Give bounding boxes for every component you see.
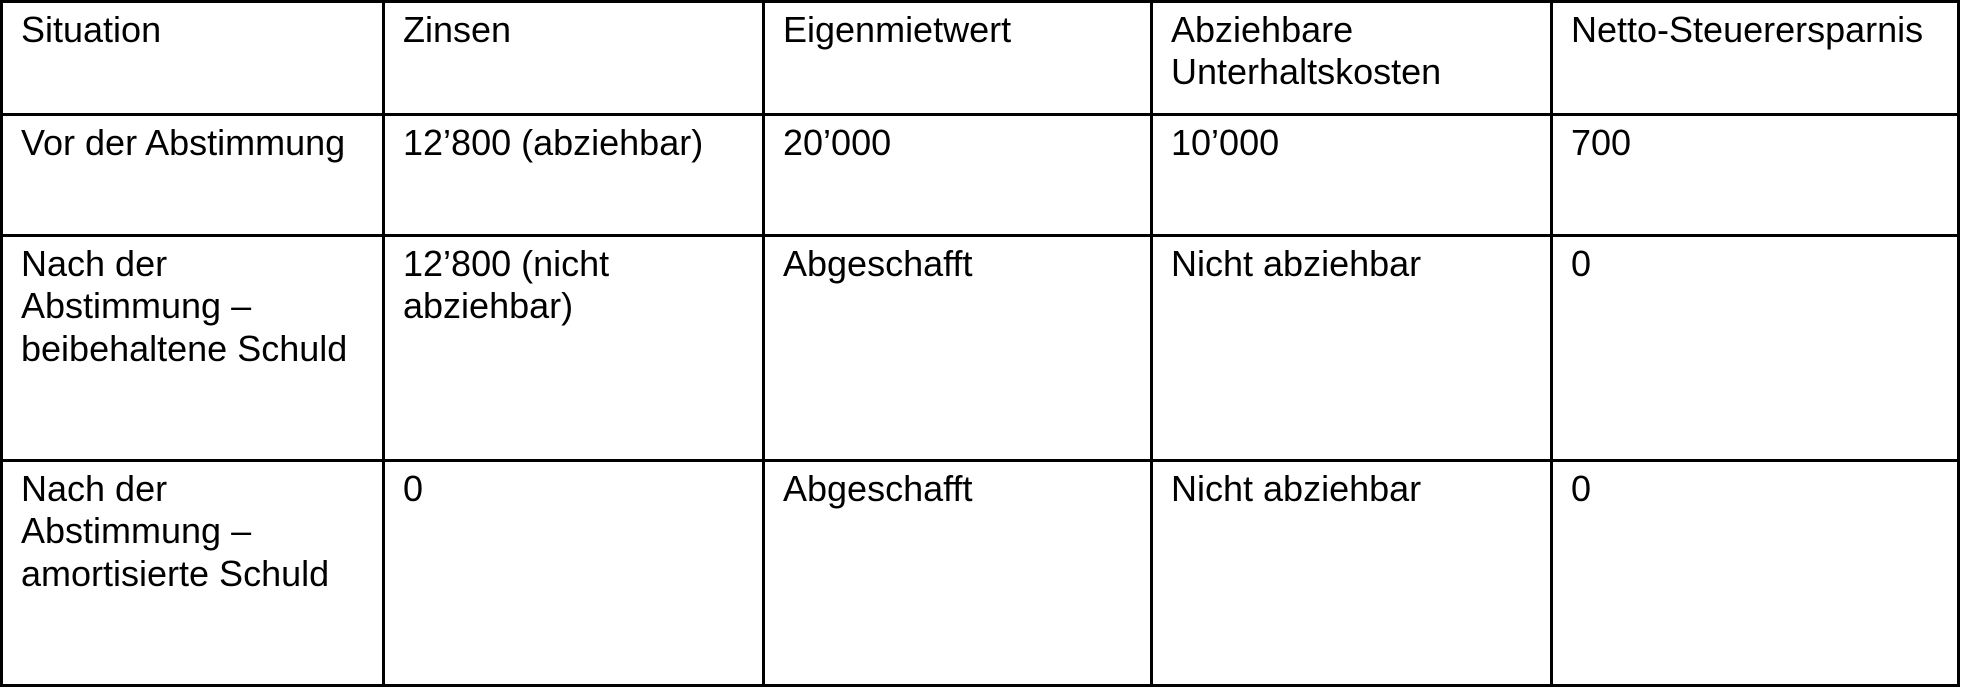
table-row — [2, 236, 1959, 461]
cell-steuerersparnis: 700 — [1552, 115, 1959, 236]
cell-steuerersparnis: 0 — [1552, 461, 1959, 686]
cell-unterhaltskosten: Nicht abziehbar — [1152, 461, 1552, 686]
cell-eigenmietwert: 20’000 — [764, 115, 1152, 236]
column-header-zinsen: Zinsen — [384, 2, 764, 115]
cell-situation: Nach der Abstimmung – amortisierte Schuld — [2, 461, 384, 686]
cell-situation: Vor der Abstimmung — [2, 115, 384, 236]
cell-zinsen: 12’800 (abziehbar) — [384, 115, 764, 236]
cell-zinsen: 0 — [384, 461, 764, 686]
cell-zinsen: 12’800 (nicht abziehbar) — [384, 236, 764, 461]
column-header-unterhaltskosten: Abziehbare Unterhaltskosten — [1152, 2, 1552, 115]
cell-situation: Nach der Abstimmung – beibehaltene Schuld — [2, 236, 384, 461]
table-header-row — [2, 2, 1959, 115]
column-header-eigenmietwert: Eigenmietwert — [764, 2, 1152, 115]
cell-unterhaltskosten: Nicht abziehbar — [1152, 236, 1552, 461]
column-header-steuerersparnis: Netto-Steuerersparnis — [1552, 2, 1959, 115]
cell-steuerersparnis: 0 — [1552, 236, 1959, 461]
table-row — [2, 115, 1959, 236]
cell-unterhaltskosten: 10’000 — [1152, 115, 1552, 236]
column-header-situation: Situation — [2, 2, 384, 115]
table-header — [2, 2, 1959, 115]
cell-eigenmietwert: Abgeschafft — [764, 236, 1152, 461]
cell-eigenmietwert: Abgeschafft — [764, 461, 1152, 686]
table-body — [2, 115, 1959, 686]
